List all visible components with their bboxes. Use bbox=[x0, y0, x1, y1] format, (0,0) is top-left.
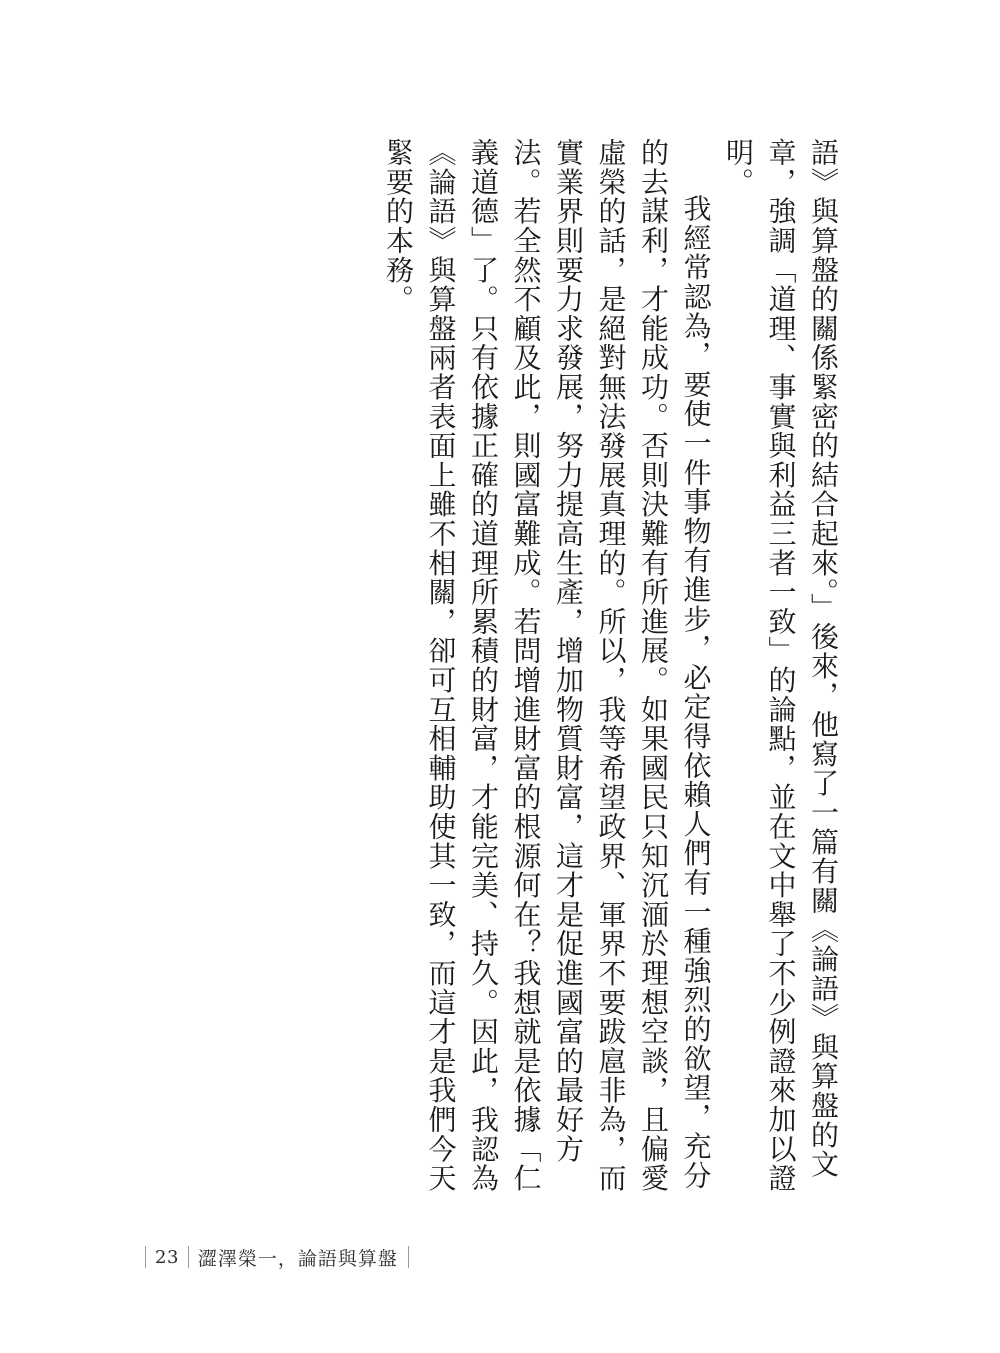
footer-divider-right bbox=[408, 1246, 409, 1268]
paragraph-main: 我經常認為，要使一件事物有進步，必定得依賴人們有一種強烈的欲望，充分的去謀利，才能成功。否則決難有所進展。如果國民只知沉湎於理想空談，且偏愛虛榮的話，是絕對無法發展真理的。所以，我等希望政界、軍界不要跋扈非為，而實業界則要力求發展，努力提高生產，增加物質財富，這才是促進國富的最好方法。若全然不顧及此，則國富難成。若問增進財富的根源何在？我想就是依據「仁義道德」了。只有依據正確的道理所累積的財富，才能完美、持久。因此，我認為《論語》與算盤兩者表面上雖不相關，卻可互相輔助使其一致，而這才是我們今天緊要的本務。 bbox=[382, 138, 713, 1193]
page-number: 23 bbox=[155, 1246, 179, 1268]
page-footer bbox=[145, 1243, 409, 1271]
running-title: 澀澤榮一，論語與算盤 bbox=[197, 1247, 398, 1270]
body-text bbox=[382, 138, 844, 1200]
paragraph-continuation: 語》與算盤的關係緊密的結合起來。」後來，他寫了一篇有關《論語》與算盤的文章，強調「道理、事實與利益三者一致」的論點，並在文中舉了不少例證來加以證明。 bbox=[722, 138, 840, 1193]
